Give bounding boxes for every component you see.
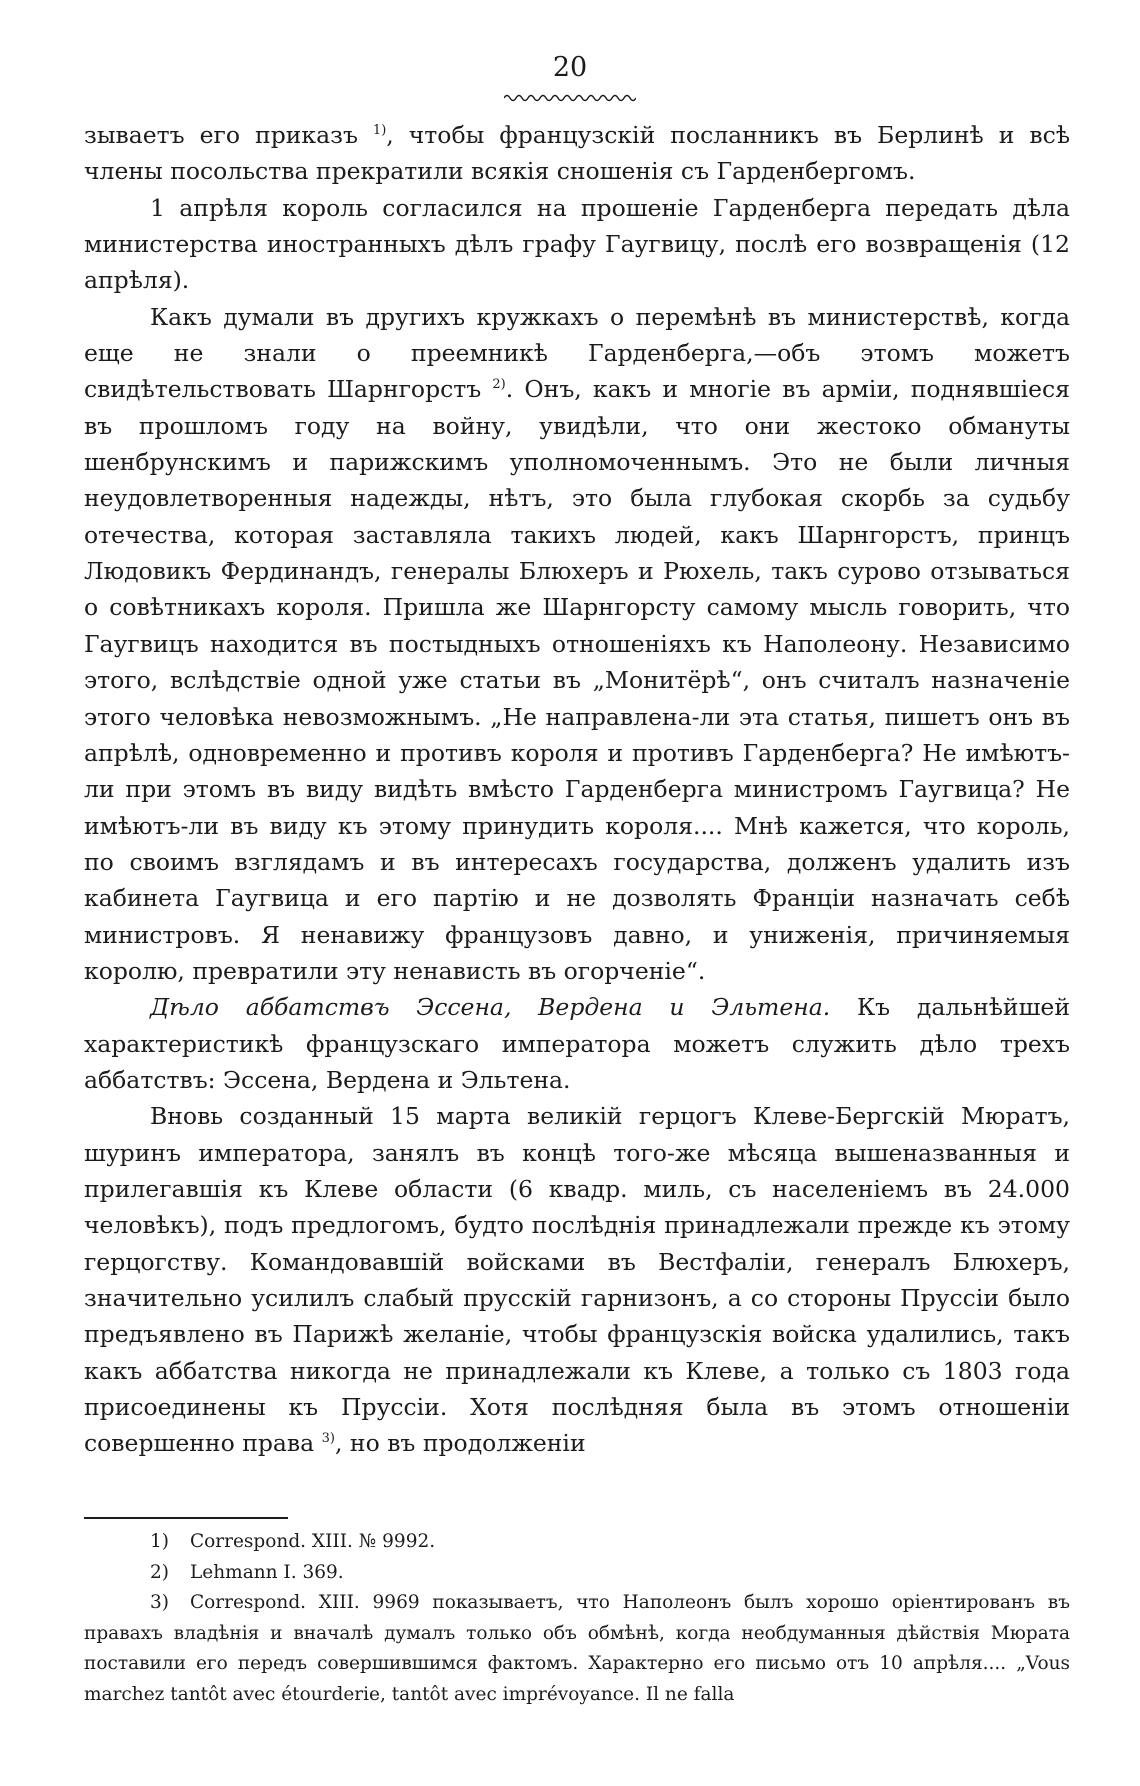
paragraph-continuation xyxy=(84,117,1070,190)
footnote-mark: 3) xyxy=(150,1592,169,1613)
footnote-divider xyxy=(84,1517,288,1519)
footnote-2 xyxy=(84,1558,1070,1589)
paragraph-abbeys xyxy=(84,989,1070,1098)
body-text xyxy=(84,117,1070,1462)
footnote-ref-1[interactable]: 1) xyxy=(372,123,387,138)
footnote-3 xyxy=(84,1588,1070,1710)
footnote-text: Correspond. XIII. 9969 показываетъ, что Наполеонъ былъ хорошо орiентированъ въ правахъ владѣнiя и вначалѣ думалъ только объ обмѣнѣ, когда необдуманныя дѣйствiя Мюрата поставили его передъ совершившимся фактомъ. Характерно его письмо отъ 10 апрѣля.... „Vous marchez tantôt avec étourderie, tantôt avec imprévoyance. Il ne falla xyxy=(84,1592,1070,1705)
footnote-ref-3[interactable]: 3) xyxy=(321,1431,335,1447)
footnotes xyxy=(84,1527,1070,1710)
footnote-mark: 1) xyxy=(150,1531,169,1552)
paragraph-text: , но въ продолженiи xyxy=(334,1429,586,1458)
paragraph-text: , чтобы французскiй посланникъ въ Берлинѣ и всѣ члены посольства прекратили всякiя сношенiя съ Гарденбергомъ. xyxy=(84,121,1070,186)
footnote-text: Lehmann I. 369. xyxy=(190,1561,344,1583)
wavy-ornament xyxy=(504,92,636,104)
section-run-in-heading: Дѣло аббатствъ Эссена, Вердена и Эльтена. xyxy=(150,993,831,1022)
paragraph-text: Вновь созданный 15 марта великiй герцогъ Клеве-Бергскiй Мюратъ, шуринъ императора, занялъ въ концѣ того-же мѣсяца вышеназванныя и прилегавшiя къ Клеве области (6 квадр. миль, съ населенiемъ въ 24.000 человѣкъ), подъ предлогомъ, будто послѣднiя принадлежали прежде къ этому герцогству. Командовавшiй войсками въ Вестфалiи, генералъ Блюхеръ, значительно усилилъ слабый прусскiй гарнизонъ, а со стороны Пруссiи было предъявлено въ Парижѣ желанiе, чтобы французскiя войска удалились, такъ какъ аббатства никогда не принадлежали къ Клеве, а только съ 1803 года присоединены къ Пруссiи. Хотя послѣдняя была въ этомъ отношенiи совершенно права xyxy=(84,1102,1070,1458)
page-number: 20 xyxy=(552,52,588,83)
paragraph-murat xyxy=(84,1098,1070,1461)
paragraph-text: Къ дальнѣйшей характеристикѣ французскаго императора можетъ служить дѣло трехъ аббатствъ: Эссена, Вердена и Эльтена. xyxy=(84,993,1070,1094)
paragraph-text: . Онъ, какъ и многiе въ армiи, поднявшiеся въ прошломъ году на войну, увидѣли, что они жестоко обмануты шенбрунскимъ и парижскимъ уполномоченнымъ. Это не были личныя неудовлетворенныя надежды, нѣтъ, это была глубокая скорбь за судьбу отечества, которая заставляла такихъ людей, какъ Шарнгорстъ, принцъ Людовикъ Фердинандъ, генералы Блюхеръ и Рюхель, такъ сурово отзываться о совѣтникахъ короля. Пришла же Шарнгорсту самому мысль говорить, что Гаугвицъ находится въ постыдныхъ отношенiяхъ къ Наполеону. Независимо этого, вслѣдствiе одной уже статьи въ „Монитёрѣ“, онъ считалъ назначенiе этого человѣка невозможнымъ. „Не направлена-ли эта статья, пишетъ онъ въ апрѣлѣ, одновременно и противъ короля и противъ Гарденберга? Не имѣютъ-ли при этомъ въ виду видѣть вмѣсто Гарденберга министромъ Гаугвица? Не имѣютъ-ли въ виду къ этому принудить короля.... Мнѣ кажется, что король, по своимъ взглядамъ и въ интересахъ государства, долженъ удалить изъ кабинета Гаугвица и его партiю и не дозволять Францiи назначать себѣ министровъ. Я ненавижу французовъ давно, и униженiя, причиняемыя королю, превратили эту ненависть въ огорченiе“. xyxy=(84,375,1071,985)
footnote-mark: 2) xyxy=(150,1561,169,1583)
paragraph-text: Какъ думали въ другихъ кружкахъ о перемѣнѣ въ министерствѣ, когда еще не знали о преемникѣ Гарденберга,—объ этомъ можетъ свидѣтельствовать Шарнгорстъ xyxy=(84,302,1070,404)
footnote-ref-2[interactable]: 2) xyxy=(492,377,506,393)
footnote-1 xyxy=(84,1527,1070,1558)
paragraph-april-first: 1 апрѣля король согласился на прошенiе Гарденберга передать дѣла министерства иностранныхъ дѣлъ графу Гаугвицу, послѣ его возвращенiя (12 апрѣля). xyxy=(84,193,1070,295)
paragraph-scharnhorst xyxy=(84,299,1070,990)
footnote-text: Correspond. XIII. № 9992. xyxy=(190,1531,436,1552)
paragraph-text: зываетъ его приказъ xyxy=(84,121,373,149)
